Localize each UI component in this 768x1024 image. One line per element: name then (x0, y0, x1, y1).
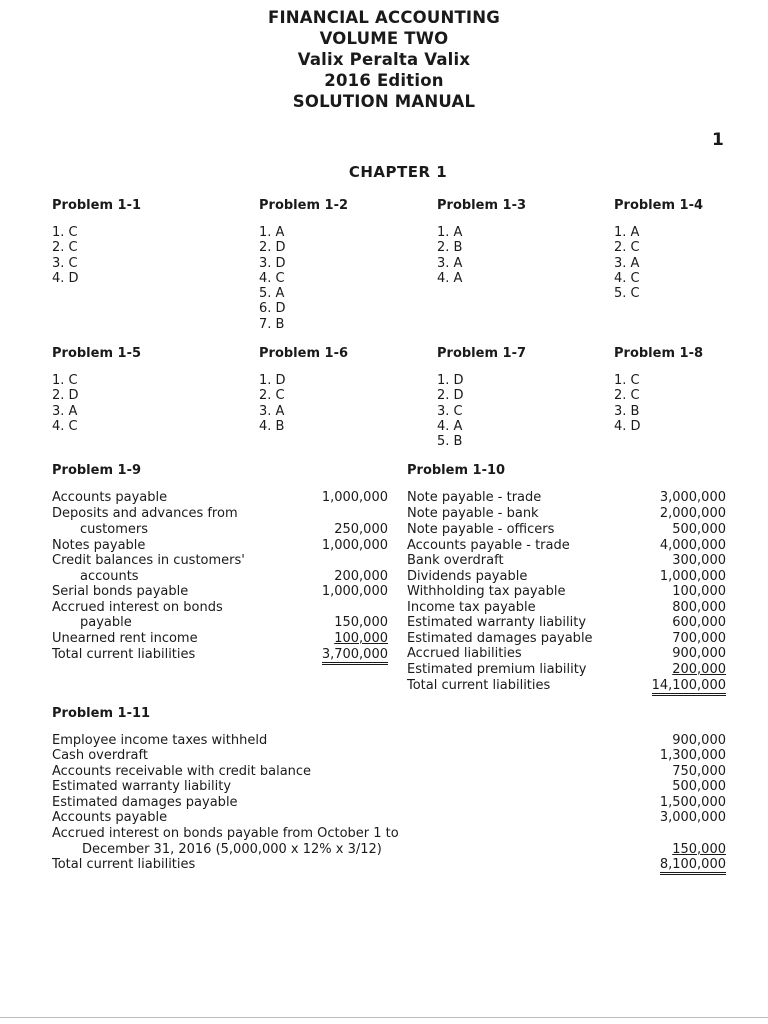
line-label: Note payable - trade (407, 490, 542, 505)
answer-item: 3. D (259, 255, 286, 271)
line-amount: 500,000 (672, 522, 726, 537)
line-amount: 600,000 (672, 615, 726, 630)
answer-item: 2. D (52, 388, 79, 404)
line-label: Deposits and advances from (52, 506, 238, 521)
total-value: 8,100,000 (660, 857, 726, 875)
line-label: Accounts payable - trade (407, 538, 570, 553)
line-label: Employee income taxes withheld (52, 733, 268, 748)
line-label: Accrued liabilities (407, 646, 522, 661)
line-amount: 750,000 (672, 764, 726, 779)
answer-item: 4. A (437, 270, 463, 286)
line-label: Note payable - bank (407, 506, 539, 521)
answer-item: 3. A (52, 403, 78, 419)
answer-item: 1. A (437, 225, 463, 240)
line-amount: 4,000,000 (659, 538, 726, 553)
line-amount: 1,000,000 (321, 538, 388, 553)
line-label: Estimated warranty liability (407, 615, 587, 630)
problem-heading: Problem 1-6 (259, 346, 349, 361)
line-label: Estimated damages payable (52, 795, 238, 810)
answer-item: 2. C (259, 388, 285, 404)
answer-item: 5. A (259, 286, 285, 302)
answer-item: 1. C (52, 225, 78, 240)
line-label: customers (80, 522, 148, 537)
line-amount: 800,000 (672, 600, 726, 615)
answer-item: 4. D (614, 418, 641, 434)
answer-item: 4. C (52, 418, 78, 434)
answer-list (259, 225, 286, 332)
line-amount: 3,000,000 (659, 810, 726, 825)
answer-item: 3. C (437, 403, 463, 419)
answer-item: 1. D (259, 373, 286, 388)
line-label: Estimated warranty liability (52, 779, 232, 794)
book-title: FINANCIAL ACCOUNTING (267, 8, 501, 27)
answer-list (52, 373, 79, 434)
answer-list (52, 225, 79, 286)
answer-item: 1. A (259, 225, 285, 240)
line-label: Accounts receivable with credit balance (52, 764, 312, 779)
line-amount: 1,300,000 (659, 748, 726, 763)
line-amount: 300,000 (672, 553, 726, 568)
total-value: 3,700,000 (322, 647, 388, 665)
line-label: Accounts payable (52, 490, 168, 505)
line-amount: 700,000 (672, 631, 726, 646)
line-amount: 500,000 (672, 779, 726, 794)
line-amount: 100,000 (672, 584, 726, 599)
total-amount (288, 647, 388, 663)
problem-heading: Problem 1-5 (52, 346, 142, 361)
line-amount: 250,000 (334, 522, 388, 537)
authors: Valix Peralta Valix (297, 50, 471, 69)
line-label: Estimated damages payable (407, 631, 593, 646)
answer-item: 2. D (259, 240, 286, 256)
problem-heading: Problem 1-10 (407, 463, 506, 478)
answer-item: 7. B (259, 316, 285, 332)
line-label: Cash overdraft (52, 748, 148, 763)
line-amount: 2,000,000 (659, 506, 726, 521)
answer-item: 4. B (259, 418, 285, 434)
line-amount: 200,000 (334, 569, 388, 584)
line-label: Credit balances in customers' (52, 553, 245, 568)
total-amount (616, 678, 726, 694)
total-label: Total current liabilities (407, 678, 551, 693)
line-amount: 150,000 (672, 842, 726, 857)
answer-item: 6. D (259, 301, 286, 317)
line-amount: 900,000 (672, 733, 726, 748)
line-label: Accrued interest on bonds payable from October 1 to (52, 826, 399, 841)
line-label: Dividends payable (407, 569, 528, 584)
answer-item: 4. C (614, 270, 640, 286)
line-amount: 900,000 (672, 646, 726, 661)
volume-label: VOLUME TWO (319, 29, 449, 48)
answer-item: 1. D (437, 373, 464, 388)
line-label: December 31, 2016 (5,000,000 x 12% x 3/12) (82, 842, 382, 857)
answer-item: 3. B (614, 403, 640, 419)
edition: 2016 Edition (324, 71, 444, 90)
line-amount: 1,000,000 (321, 490, 388, 505)
line-amount: 1,000,000 (321, 584, 388, 599)
answer-list (437, 373, 464, 449)
total-value: 14,100,000 (652, 678, 726, 696)
line-amount: 200,000 (672, 662, 726, 677)
answer-item: 3. A (437, 255, 463, 271)
page-edge-divider (0, 1017, 768, 1018)
problem-heading: Problem 1-9 (52, 463, 142, 478)
line-label: accounts (80, 569, 139, 584)
answer-list (614, 373, 641, 434)
answer-list (259, 373, 286, 434)
problem-heading: Problem 1-2 (259, 198, 349, 213)
line-amount: 1,000,000 (659, 569, 726, 584)
problem-heading: Problem 1-4 (614, 198, 704, 213)
page-number: 1 (712, 130, 724, 150)
total-label: Total current liabilities (52, 647, 196, 662)
line-label: Income tax payable (407, 600, 536, 615)
problem-heading: Problem 1-11 (52, 706, 151, 721)
chapter-title: CHAPTER 1 (348, 163, 448, 181)
answer-item: 4. C (259, 270, 285, 286)
answer-list (437, 225, 462, 286)
line-label: Accrued interest on bonds (52, 600, 223, 615)
answer-item: 1. C (52, 373, 78, 388)
line-amount: 150,000 (334, 615, 388, 630)
line-label: Accounts payable (52, 810, 168, 825)
line-label: Notes payable (52, 538, 146, 553)
line-label: Estimated premium liability (407, 662, 587, 677)
problem-heading: Problem 1-1 (52, 198, 142, 213)
problem-heading: Problem 1-3 (437, 198, 527, 213)
answer-item: 5. C (614, 286, 640, 302)
answer-item: 5. B (437, 434, 463, 450)
answer-item: 2. C (52, 240, 78, 256)
manual-title: SOLUTION MANUAL (292, 92, 476, 111)
line-label: Withholding tax payable (407, 584, 566, 599)
problem-heading: Problem 1-7 (437, 346, 527, 361)
answer-item: 2. C (614, 388, 640, 404)
line-amount: 3,000,000 (659, 490, 726, 505)
line-label: Unearned rent income (52, 631, 198, 646)
total-label: Total current liabilities (52, 857, 196, 872)
line-label: Serial bonds payable (52, 584, 189, 599)
answer-item: 2. C (614, 240, 640, 256)
answer-item: 1. C (614, 373, 640, 388)
answer-item: 2. B (437, 240, 463, 256)
line-amount: 1,500,000 (659, 795, 726, 810)
total-amount (616, 857, 726, 873)
answer-item: 2. D (437, 388, 464, 404)
answer-list (614, 225, 640, 301)
answer-item: 3. A (259, 403, 285, 419)
line-label: Note payable - officers (407, 522, 555, 537)
problem-heading: Problem 1-8 (614, 346, 704, 361)
answer-item: 3. C (52, 255, 78, 271)
line-amount: 100,000 (334, 631, 388, 646)
answer-item: 1. A (614, 225, 640, 240)
line-label: Bank overdraft (407, 553, 504, 568)
answer-item: 4. D (52, 270, 79, 286)
line-label: payable (80, 615, 132, 630)
answer-item: 3. A (614, 255, 640, 271)
answer-item: 4. A (437, 418, 463, 434)
